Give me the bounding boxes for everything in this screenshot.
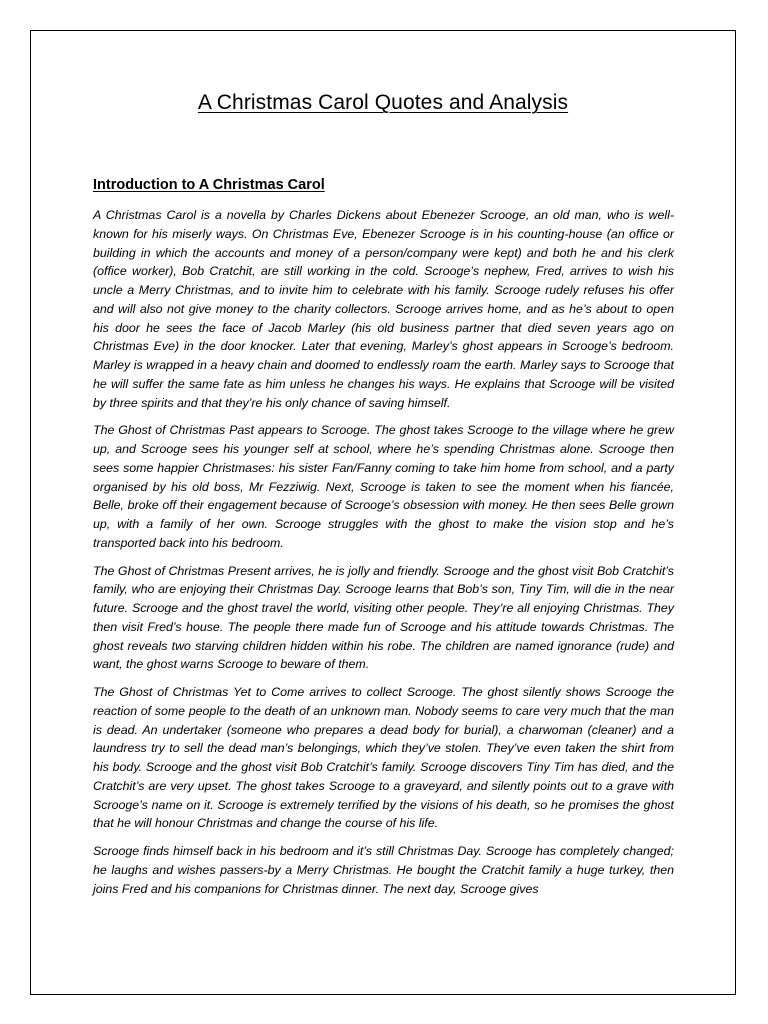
document-title xyxy=(30,89,736,117)
body-text xyxy=(93,206,674,907)
paragraph-ghost-present: The Ghost of Christmas Present arrives, he is jolly and friendly. Scrooge and the ghost visit Bob Cratchit’s family, who are enjoying their Christmas Day. Scrooge learns that Bob’s son, Tiny Tim, will die in the near future. Scrooge and the ghost travel the world, visiting other people. They’re all enjoying Christmas. They then visit Fred’s house. The people there made fun of Scrooge and his attitude towards Christmas. The ghost reveals two starving children hidden within his robe. The children are named ignorance (rude) and want, the ghost warns Scrooge to beware of them. xyxy=(93,563,674,672)
document-title-text: A Christmas Carol Quotes and Analysis xyxy=(197,91,569,114)
paragraph-ghost-yet-to-come: The Ghost of Christmas Yet to Come arrives to collect Scrooge. The ghost silently shows Scrooge the reaction of some people to the death of an unknown man. Nobody seems to care very much that the man is dead. An undertaker (someone who prepares a dead body for burial), a charwoman (cleaner) and a laundress try to sell the dead man’s belongings, which they’ve stolen. They’ve even taken the shirt from his body. Scrooge and the ghost visit Bob Cratchit’s family. Scrooge discovers Tiny Tim has died, and the Cratchit’s are very upset. The ghost takes Scrooge to a graveyard, and silently points out to a grave with Scrooge’s name on it. Scrooge is extremely terrified by the visions of his death, so he promises the ghost that he will honour Christmas and change the course of his life. xyxy=(93,685,674,831)
paragraph-intro: A Christmas Carol is a novella by Charles Dickens about Ebenezer Scrooge, an old man, who is well-known for his miserly ways. On Christmas Eve, Ebenezer Scrooge is in his counting-house (an office or building in which the accounts and money of a person/company were kept) and both he and his clerk (office worker), Bob Cratchit, are still working in the cold. Scrooge’s nephew, Fred, arrives to wish his uncle a Merry Christmas, and to invite him to celebrate with his family. Scrooge rudely refuses his offer and will also not give money to the charity collectors. Scrooge arrives home, and as he’s about to open his door he sees the face of Jacob Marley (his old business partner that died seven years ago on Christmas Eve) in the door knocker. Later that evening, Marley’s ghost appears in Scrooge’s bedroom. Marley is wrapped in a heavy chain and doomed to endlessly roam the earth. Marley says to Scrooge that he will suffer the same fate as him unless he changes his ways. He explains that Scrooge will be visited by three spirits and that they’re his only chance of saving himself. xyxy=(93,208,674,410)
paragraph-christmas-day: Scrooge finds himself back in his bedroom and it’s still Christmas Day. Scrooge has completely changed; he laughs and wishes passers-by a Merry Christmas. He bought the Cratchit family a huge turkey, then joins Fred and his companions for Christmas dinner. The next day, Scrooge gives xyxy=(93,844,674,896)
paragraph-ghost-past: The Ghost of Christmas Past appears to Scrooge. The ghost takes Scrooge to the village where he grew up, and Scrooge sees his younger self at school, where he’s spending Christmas alone. Scrooge then sees some happier Christmases: his sister Fan/Fanny coming to take him home from school, and a party organised by his old boss, Mr Fezziwig. Next, Scrooge is taken to see the moment when his fiancée, Belle, broke off their engagement because of Scrooge’s obsession with money. He then sees Belle grown up, with a family of her own. Scrooge struggles with the ghost to make the vision stop and he’s transported back into his bedroom. xyxy=(93,423,674,550)
section-heading: Introduction to A Christmas Carol xyxy=(93,177,325,193)
